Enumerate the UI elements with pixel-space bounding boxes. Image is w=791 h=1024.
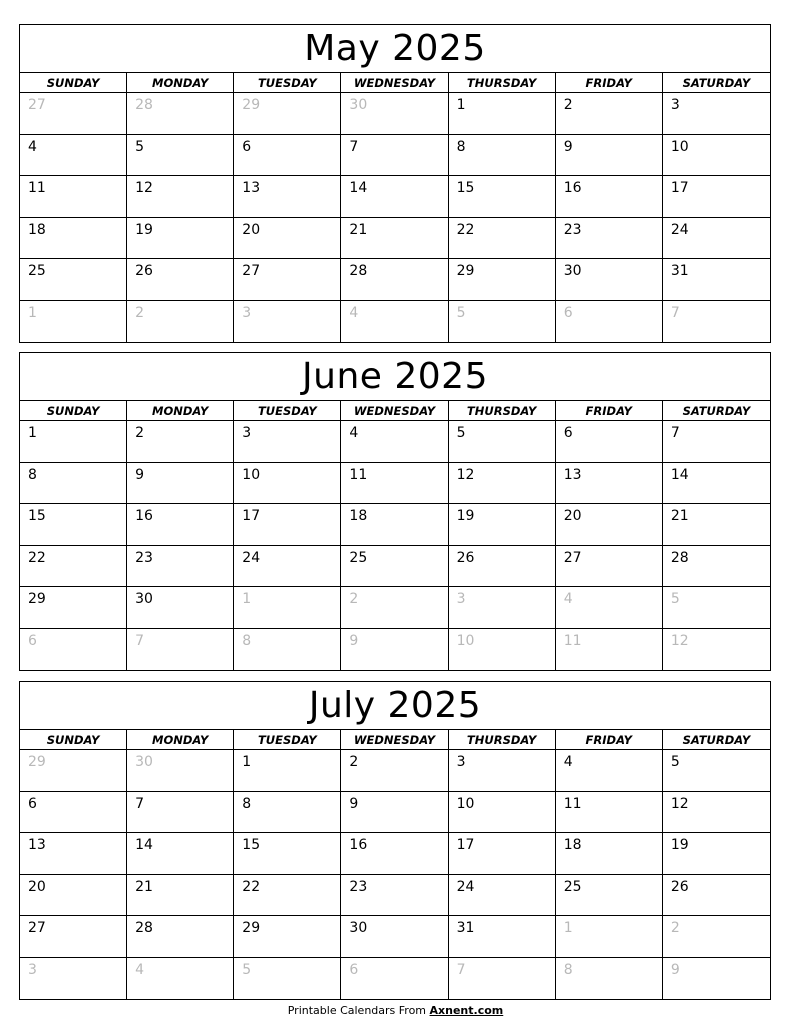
date-cell: 9 bbox=[556, 135, 663, 177]
month-title: July 2025 bbox=[20, 682, 770, 730]
weekday-label: TUESDAY bbox=[234, 401, 341, 420]
date-cell: 18 bbox=[20, 218, 127, 260]
weekday-label: TUESDAY bbox=[234, 730, 341, 749]
weekday-label: MONDAY bbox=[127, 73, 234, 92]
month-title: June 2025 bbox=[20, 353, 770, 401]
date-cell: 17 bbox=[449, 833, 556, 875]
date-cell-other-month: 7 bbox=[449, 958, 556, 1000]
date-cell: 6 bbox=[20, 792, 127, 834]
date-cell: 14 bbox=[127, 833, 234, 875]
month-calendar bbox=[19, 352, 771, 671]
date-cell: 26 bbox=[663, 875, 770, 917]
date-cell: 5 bbox=[663, 750, 770, 792]
date-cell: 10 bbox=[663, 135, 770, 177]
weekday-label: MONDAY bbox=[127, 401, 234, 420]
date-cell: 30 bbox=[556, 259, 663, 301]
date-cell: 7 bbox=[663, 421, 770, 463]
date-cell-other-month: 2 bbox=[341, 587, 448, 629]
date-cell-other-month: 27 bbox=[20, 93, 127, 135]
date-cell: 1 bbox=[449, 93, 556, 135]
date-cell: 19 bbox=[663, 833, 770, 875]
date-cell: 4 bbox=[341, 421, 448, 463]
footer bbox=[0, 1004, 791, 1017]
date-cell: 9 bbox=[127, 463, 234, 505]
date-cell: 28 bbox=[663, 546, 770, 588]
date-cell: 22 bbox=[449, 218, 556, 260]
date-cell: 31 bbox=[663, 259, 770, 301]
date-cell: 5 bbox=[127, 135, 234, 177]
date-cell-other-month: 4 bbox=[341, 301, 448, 343]
month-title: May 2025 bbox=[20, 25, 770, 73]
date-cell-other-month: 30 bbox=[127, 750, 234, 792]
date-cell-other-month: 3 bbox=[20, 958, 127, 1000]
date-cell: 12 bbox=[127, 176, 234, 218]
weekday-label: SUNDAY bbox=[20, 401, 127, 420]
date-cell-other-month: 2 bbox=[127, 301, 234, 343]
date-cell-other-month: 9 bbox=[341, 629, 448, 671]
date-cell: 17 bbox=[234, 504, 341, 546]
date-cell: 14 bbox=[663, 463, 770, 505]
date-cell: 28 bbox=[341, 259, 448, 301]
date-cell: 21 bbox=[127, 875, 234, 917]
date-cell-other-month: 6 bbox=[20, 629, 127, 671]
date-cell: 16 bbox=[127, 504, 234, 546]
weekday-header-row bbox=[20, 73, 770, 93]
date-cell: 27 bbox=[556, 546, 663, 588]
date-cell-other-month: 1 bbox=[20, 301, 127, 343]
date-cell-other-month: 4 bbox=[127, 958, 234, 1000]
date-grid bbox=[20, 93, 770, 342]
date-cell: 24 bbox=[234, 546, 341, 588]
date-cell: 11 bbox=[556, 792, 663, 834]
date-cell: 10 bbox=[449, 792, 556, 834]
date-cell: 29 bbox=[449, 259, 556, 301]
date-cell-other-month: 3 bbox=[234, 301, 341, 343]
footer-text: Printable Calendars From bbox=[287, 1004, 430, 1017]
date-cell-other-month: 8 bbox=[234, 629, 341, 671]
date-cell-other-month: 7 bbox=[127, 629, 234, 671]
weekday-label: FRIDAY bbox=[556, 730, 663, 749]
date-cell: 18 bbox=[341, 504, 448, 546]
date-cell-other-month: 1 bbox=[556, 916, 663, 958]
weekday-label: WEDNESDAY bbox=[341, 401, 448, 420]
date-cell-other-month: 11 bbox=[556, 629, 663, 671]
date-cell: 15 bbox=[20, 504, 127, 546]
date-cell: 21 bbox=[341, 218, 448, 260]
date-cell: 2 bbox=[341, 750, 448, 792]
date-cell: 22 bbox=[234, 875, 341, 917]
date-cell: 22 bbox=[20, 546, 127, 588]
date-cell: 29 bbox=[20, 587, 127, 629]
date-cell: 2 bbox=[556, 93, 663, 135]
date-cell: 31 bbox=[449, 916, 556, 958]
date-cell: 29 bbox=[234, 916, 341, 958]
weekday-label: SUNDAY bbox=[20, 730, 127, 749]
weekday-label: FRIDAY bbox=[556, 73, 663, 92]
date-cell-other-month: 29 bbox=[20, 750, 127, 792]
date-cell: 20 bbox=[556, 504, 663, 546]
date-cell-other-month: 29 bbox=[234, 93, 341, 135]
date-cell: 30 bbox=[341, 916, 448, 958]
weekday-label: MONDAY bbox=[127, 730, 234, 749]
date-cell: 18 bbox=[556, 833, 663, 875]
date-cell: 20 bbox=[234, 218, 341, 260]
date-cell: 25 bbox=[341, 546, 448, 588]
date-cell-other-month: 2 bbox=[663, 916, 770, 958]
date-cell-other-month: 9 bbox=[670, 961, 680, 978]
date-cell: 8 bbox=[449, 135, 556, 177]
date-cell-other-month: 5 bbox=[663, 587, 770, 629]
date-cell: 14 bbox=[341, 176, 448, 218]
date-cell: 19 bbox=[449, 504, 556, 546]
weekday-label: TUESDAY bbox=[234, 73, 341, 92]
date-cell: 2 bbox=[127, 421, 234, 463]
date-cell: 11 bbox=[20, 176, 127, 218]
date-cell: 6 bbox=[556, 421, 663, 463]
date-cell: 27 bbox=[20, 916, 127, 958]
date-cell: 13 bbox=[20, 833, 127, 875]
weekday-label: THURSDAY bbox=[449, 73, 556, 92]
weekday-header-row bbox=[20, 730, 770, 750]
weekday-label: THURSDAY bbox=[449, 401, 556, 420]
date-cell-other-month: 7 bbox=[670, 304, 680, 321]
date-cell: 16 bbox=[556, 176, 663, 218]
date-cell: 21 bbox=[663, 504, 770, 546]
date-cell: 19 bbox=[127, 218, 234, 260]
date-cell: 4 bbox=[20, 135, 127, 177]
date-cell: 23 bbox=[127, 546, 234, 588]
weekday-header-row bbox=[20, 401, 770, 421]
date-cell: 27 bbox=[234, 259, 341, 301]
date-cell: 10 bbox=[234, 463, 341, 505]
date-cell-other-month: 6 bbox=[341, 958, 448, 1000]
date-cell-other-month: 5 bbox=[234, 958, 341, 1000]
date-cell: 6 bbox=[234, 135, 341, 177]
date-cell: 30 bbox=[127, 587, 234, 629]
month-calendar bbox=[19, 681, 771, 1000]
date-cell: 12 bbox=[663, 792, 770, 834]
date-cell: 20 bbox=[20, 875, 127, 917]
date-cell: 7 bbox=[341, 135, 448, 177]
weekday-label: SATURDAY bbox=[682, 75, 751, 90]
weekday-label: THURSDAY bbox=[449, 730, 556, 749]
weekday-label: SUNDAY bbox=[20, 73, 127, 92]
date-cell: 13 bbox=[234, 176, 341, 218]
date-cell: 13 bbox=[556, 463, 663, 505]
date-cell-other-month: 30 bbox=[341, 93, 448, 135]
date-cell: 15 bbox=[234, 833, 341, 875]
date-cell-other-month: 8 bbox=[556, 958, 663, 1000]
date-cell: 23 bbox=[341, 875, 448, 917]
weekday-label: SATURDAY bbox=[682, 403, 751, 418]
date-cell: 1 bbox=[234, 750, 341, 792]
date-cell: 28 bbox=[127, 916, 234, 958]
date-grid bbox=[20, 750, 770, 999]
date-cell: 9 bbox=[341, 792, 448, 834]
date-cell: 24 bbox=[449, 875, 556, 917]
weekday-label: WEDNESDAY bbox=[341, 730, 448, 749]
date-cell: 5 bbox=[449, 421, 556, 463]
date-cell: 16 bbox=[341, 833, 448, 875]
date-cell: 25 bbox=[20, 259, 127, 301]
date-cell: 25 bbox=[556, 875, 663, 917]
date-cell: 17 bbox=[663, 176, 770, 218]
date-cell: 8 bbox=[234, 792, 341, 834]
date-cell: 3 bbox=[663, 93, 770, 135]
date-cell: 11 bbox=[341, 463, 448, 505]
date-cell: 24 bbox=[663, 218, 770, 260]
date-cell: 3 bbox=[234, 421, 341, 463]
date-cell-other-month: 6 bbox=[556, 301, 663, 343]
date-cell: 1 bbox=[20, 421, 127, 463]
date-cell: 15 bbox=[449, 176, 556, 218]
date-grid bbox=[20, 421, 770, 670]
date-cell: 26 bbox=[449, 546, 556, 588]
date-cell: 23 bbox=[556, 218, 663, 260]
weekday-label: SATURDAY bbox=[682, 732, 751, 747]
date-cell-other-month: 4 bbox=[556, 587, 663, 629]
date-cell: 7 bbox=[127, 792, 234, 834]
date-cell: 4 bbox=[556, 750, 663, 792]
weekday-label: WEDNESDAY bbox=[341, 73, 448, 92]
footer-link[interactable]: Axnent.com bbox=[429, 1004, 504, 1017]
date-cell-other-month: 10 bbox=[449, 629, 556, 671]
date-cell: 3 bbox=[449, 750, 556, 792]
date-cell-other-month: 28 bbox=[127, 93, 234, 135]
weekday-label: FRIDAY bbox=[556, 401, 663, 420]
date-cell-other-month: 3 bbox=[449, 587, 556, 629]
month-calendar bbox=[19, 24, 771, 343]
date-cell: 26 bbox=[127, 259, 234, 301]
date-cell-other-month: 5 bbox=[449, 301, 556, 343]
date-cell-other-month: 1 bbox=[234, 587, 341, 629]
date-cell: 12 bbox=[449, 463, 556, 505]
date-cell: 8 bbox=[20, 463, 127, 505]
date-cell-other-month: 12 bbox=[670, 632, 689, 649]
